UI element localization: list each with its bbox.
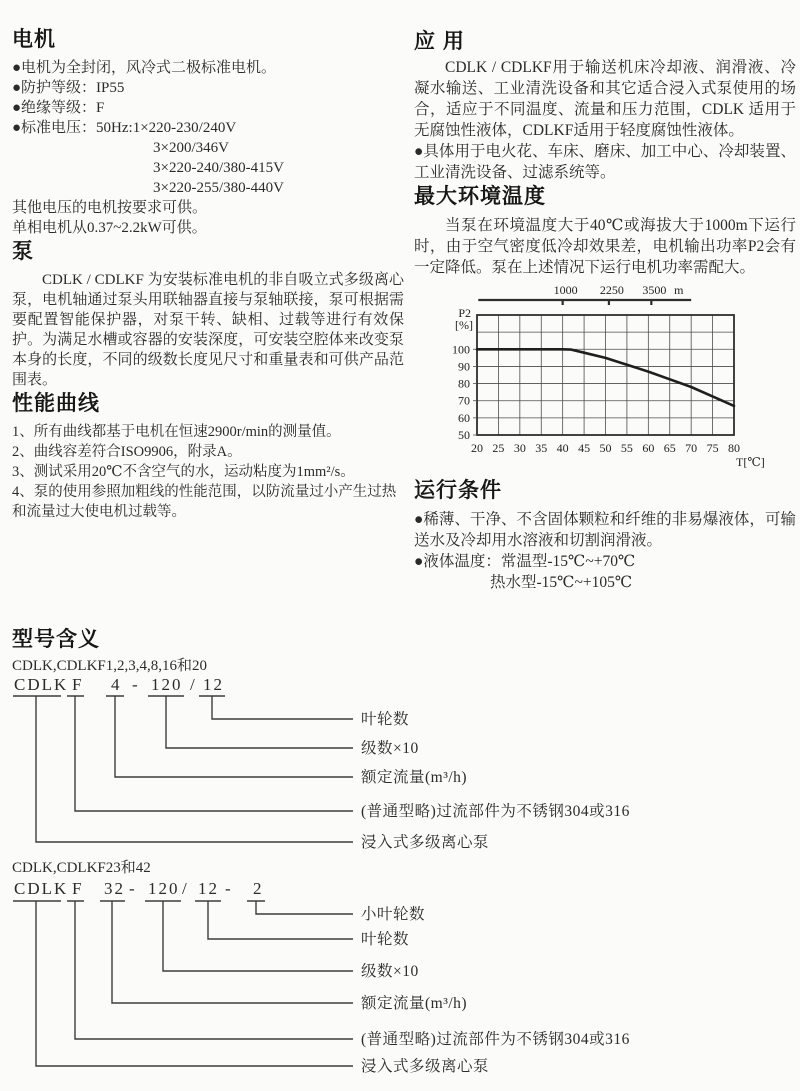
diagram-label: 级数×10: [361, 963, 419, 980]
svg-text:80: 80: [458, 376, 470, 391]
operating-temp-line: 热水型-15℃~+105℃: [490, 574, 633, 591]
diagram-label: (普通型略)过流部件为不锈钢304或316: [361, 803, 630, 820]
svg-text:m: m: [674, 283, 684, 297]
section-motor: [12, 26, 404, 238]
code-part: -: [132, 676, 140, 694]
svg-text:[%]: [%]: [455, 318, 473, 332]
diagram-label: 叶轮数: [361, 931, 410, 948]
pump-paragraph: CDLK / CDLKF 为安装标准电机的非自吸立式多级离心泵，电机轴通过泵头用联轴器直接与泵轴联接，泵可根据需要配置智能保护器，对泵干转、缺相、过载等进行有效保护。为满足水槽或容器的安装深度，可安装空腔体来改变泵本身的长度，不同的级数长度见尺寸和重量表和可供产品范围表。: [12, 272, 404, 388]
operating-bullet: ●稀薄、干净、不含固体颗粒和纤维的非易爆液体，可输送水及冷却用水溶液和切割润滑液。: [414, 511, 796, 549]
performance-item: 2、曲线容差符合ISO9906，附录A。: [12, 444, 242, 460]
motor-note: 单相电机从0.37~2.2kW可供。: [12, 220, 207, 236]
svg-text:P2: P2: [458, 306, 471, 320]
svg-text:55: 55: [620, 441, 633, 455]
svg-text:65: 65: [663, 441, 676, 455]
svg-text:60: 60: [642, 441, 655, 455]
connector-lines: [13, 901, 353, 1066]
operating-bullet: ●液体温度：常温型-15℃~+70℃: [414, 553, 636, 570]
svg-text:50: 50: [599, 441, 612, 455]
code-part: 12: [203, 676, 224, 694]
code-part: /: [190, 676, 197, 694]
right-column: [414, 28, 796, 593]
diagram-label: 叶轮数: [361, 711, 410, 728]
derating-chart: [414, 280, 794, 472]
diagram-label: (普通型略)过流部件为不锈钢304或316: [361, 1031, 630, 1048]
svg-text:60: 60: [458, 410, 470, 425]
application-title: 应 用: [414, 30, 465, 53]
performance-item: 1、所有曲线都基于电机在恒速2900r/min的测量值。: [12, 424, 341, 440]
section-pump: [12, 238, 404, 390]
code-part: 32: [104, 880, 125, 898]
code-part: -: [225, 880, 233, 898]
code-part: /: [182, 880, 189, 898]
svg-text:2250: 2250: [599, 283, 624, 297]
motor-note: 其他电压的电机按要求可供。: [12, 200, 208, 216]
code-part: F: [72, 880, 84, 898]
svg-text:30: 30: [513, 441, 526, 455]
svg-text:25: 25: [492, 441, 505, 455]
svg-text:40: 40: [556, 441, 569, 455]
connector-lines: [13, 696, 353, 842]
left-column: [12, 26, 404, 522]
section-operating: [414, 477, 796, 593]
pump-title: 泵: [12, 240, 34, 263]
max-ambient-paragraph: 当泵在环境温度大于40℃或海拔大于1000m下运行时，由于空气密度低冷却效果差，电机输出功率P2会有一定降低。泵在上述情况下运行电机功率需配大。: [414, 217, 796, 276]
code-part: 4: [111, 676, 122, 694]
svg-text:35: 35: [535, 441, 548, 455]
code-part: CDLK: [14, 676, 69, 694]
svg-text:20: 20: [471, 441, 483, 455]
svg-text:75: 75: [706, 441, 719, 455]
section-application: [414, 28, 796, 183]
model-code-parts: [14, 880, 264, 898]
diagram-label: 额定流量(m³/h): [361, 995, 468, 1012]
model-code-parts: [14, 676, 224, 694]
svg-text:100: 100: [452, 342, 470, 357]
code-part: F: [72, 676, 84, 694]
svg-text:90: 90: [458, 359, 470, 374]
diagram-labels: [361, 710, 630, 851]
diagram-label: 小叶轮数: [361, 906, 426, 923]
diagram-label: 级数×10: [361, 740, 419, 757]
derating-chart-container: [414, 280, 796, 477]
motor-bullet: ●绝缘等级：F: [12, 100, 105, 116]
application-paragraph: CDLK / CDLKF用于输送机床冷却液、润滑液、冷凝水输送、工业清洗设备和其它适合浸入式泵使用的场合，适应于不同温度、流量和压力范围，CDLK 适用于无腐蚀性液体，CDLKF适用于轻度腐蚀性液体。: [414, 59, 796, 139]
model-code-diagram-1: [12, 676, 792, 856]
svg-text:70: 70: [685, 441, 698, 455]
svg-text:45: 45: [578, 441, 591, 455]
svg-text:T[℃]: T[℃]: [736, 455, 765, 469]
code-part: 2: [253, 880, 264, 898]
voltage-line: 3×220-240/380-415V: [153, 160, 284, 176]
voltage-line: 3×200/346V: [153, 140, 229, 156]
section-max-ambient: [414, 183, 796, 477]
voltage-line: 3×220-255/380-440V: [153, 180, 284, 196]
diagram-label: 浸入式多级离心泵: [361, 1058, 490, 1075]
svg-text:3500: 3500: [642, 283, 667, 297]
code-part: 120: [148, 880, 180, 898]
svg-text:1000: 1000: [553, 283, 578, 297]
motor-bullet: ●标准电压：50Hz:1×220-230/240V: [12, 120, 237, 136]
code-part: -: [129, 880, 137, 898]
code-part: 120: [151, 676, 183, 694]
model-code-diagram-2: [12, 880, 792, 1087]
section-model-meaning: [12, 626, 798, 1087]
max-ambient-title: 最大环境温度: [414, 185, 546, 208]
model-series-label-2: CDLK,CDLKF23和42: [12, 860, 151, 876]
performance-item: 4、泵的使用参照加粗线的性能范围，以防流量过小产生过热和流量过大使电机过载等。: [12, 484, 397, 520]
motor-bullet: ●防护等级：IP55: [12, 80, 125, 96]
motor-title: 电机: [12, 28, 56, 51]
application-bullet: ●具体用于电火花、车床、磨床、加工中心、冷却装置、工业清洗设备、过滤系统等。: [414, 143, 796, 181]
svg-text:50: 50: [458, 428, 470, 442]
model-meaning-title: 型号含义: [12, 628, 100, 651]
svg-text:70: 70: [458, 393, 470, 408]
operating-title: 运行条件: [414, 479, 502, 502]
diagram-labels: [361, 905, 630, 1075]
performance-item: 3、测试采用20℃不含空气的水，运动粘度为1mm²/s。: [12, 464, 355, 480]
code-part: CDLK: [14, 880, 69, 898]
section-performance: [12, 390, 404, 522]
performance-title: 性能曲线: [12, 392, 100, 415]
motor-bullet: ●电机为全封闭，风冷式二极标准电机。: [12, 60, 277, 76]
model-series-label-1: CDLK,CDLKF1,2,3,4,8,16和20: [12, 658, 208, 674]
code-part: 12: [198, 880, 219, 898]
diagram-label: 浸入式多级离心泵: [361, 834, 490, 851]
diagram-label: 额定流量(m³/h): [361, 769, 468, 786]
svg-text:80: 80: [728, 441, 740, 455]
